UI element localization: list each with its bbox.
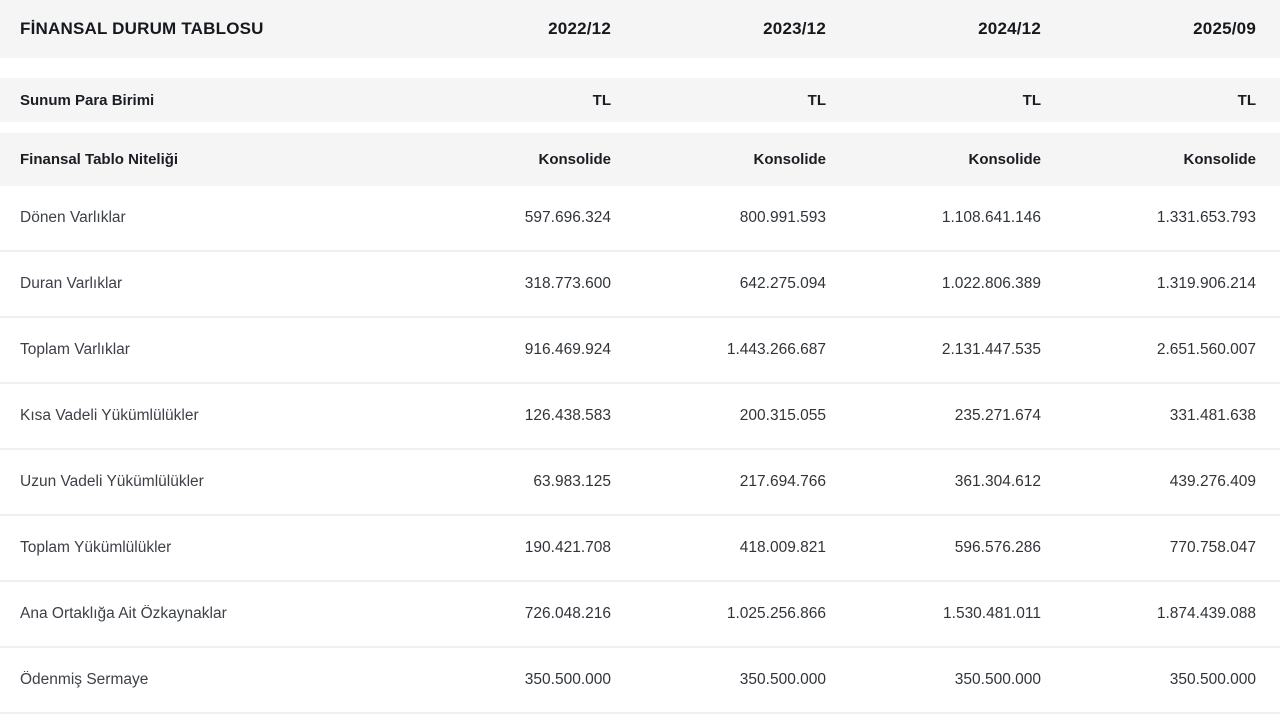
table-row-toplam-varliklar — [0, 318, 1280, 384]
row-label: Uzun Vadeli Yükümlülükler — [20, 473, 204, 490]
table-row-donen-varliklar — [0, 186, 1280, 252]
cell-value: 439.276.409 — [1169, 473, 1256, 490]
row-label: Sunum Para Birimi — [20, 91, 155, 109]
cell-value: 190.421.708 — [524, 539, 611, 556]
table-row-odenmis-sermaye — [0, 648, 1280, 714]
period-header-2025-09: 2025/09 — [1193, 19, 1256, 38]
meta-gap — [0, 122, 1280, 133]
table-row-toplam-yukumlulukler — [0, 516, 1280, 582]
cell-value: 1.443.266.687 — [726, 341, 826, 358]
row-label: Toplam Yükümlülükler — [20, 539, 172, 556]
cell-value: Konsolide — [1183, 151, 1256, 168]
cell-value: 916.469.924 — [524, 341, 611, 358]
cell-value: 200.315.055 — [739, 407, 826, 424]
row-label: Ödenmiş Sermaye — [20, 671, 149, 688]
cell-value: TL — [1022, 91, 1041, 109]
cell-value: 350.500.000 — [524, 671, 611, 688]
period-header-2022-12: 2022/12 — [548, 19, 611, 38]
cell-value: Konsolide — [968, 151, 1041, 168]
table-row-ana-ortakliga-ait-ozkaynaklar — [0, 582, 1280, 648]
cell-value: 1.530.481.011 — [943, 605, 1041, 622]
meta-row-currency — [0, 78, 1280, 122]
cell-value: 642.275.094 — [739, 275, 826, 292]
cell-value: 126.438.583 — [524, 407, 611, 424]
cell-value: 596.576.286 — [954, 539, 1041, 556]
cell-value: 800.991.593 — [739, 209, 826, 226]
cell-value: 331.481.638 — [1169, 407, 1256, 424]
table-header-row — [0, 0, 1280, 58]
cell-value: 1.022.806.389 — [941, 275, 1041, 292]
cell-value: 770.758.047 — [1169, 539, 1256, 556]
cell-value: 1.874.439.088 — [1156, 605, 1256, 622]
table-row-kisa-vadeli-yukumlulukler — [0, 384, 1280, 450]
cell-value: 2.131.447.535 — [941, 341, 1041, 358]
cell-value: 235.271.674 — [954, 407, 1041, 424]
cell-value: 726.048.216 — [524, 605, 611, 622]
cell-value: 1.331.653.793 — [1156, 209, 1256, 226]
period-header-2023-12: 2023/12 — [763, 19, 826, 38]
cell-value: TL — [807, 91, 826, 109]
row-label: Duran Varlıklar — [20, 275, 123, 292]
row-label: Finansal Tablo Niteliği — [20, 151, 179, 168]
cell-value: 63.983.125 — [533, 473, 611, 490]
row-label: Kısa Vadeli Yükümlülükler — [20, 407, 199, 424]
cell-value: 1.319.906.214 — [1156, 275, 1256, 292]
period-header-2024-12: 2024/12 — [978, 19, 1041, 38]
cell-value: 361.304.612 — [954, 473, 1041, 490]
cell-value: 1.025.256.866 — [726, 605, 826, 622]
table-row-duran-varliklar — [0, 252, 1280, 318]
cell-value: 597.696.324 — [524, 209, 611, 226]
cell-value: 217.694.766 — [739, 473, 826, 490]
table-title: FİNANSAL DURUM TABLOSU — [20, 19, 264, 38]
cell-value: 350.500.000 — [1169, 671, 1256, 688]
meta-row-statement-type — [0, 133, 1280, 186]
table-row-uzun-vadeli-yukumlulukler — [0, 450, 1280, 516]
cell-value: 318.773.600 — [524, 275, 611, 292]
cell-value: 350.500.000 — [954, 671, 1041, 688]
row-label: Toplam Varlıklar — [20, 341, 130, 358]
cell-value: TL — [592, 91, 611, 109]
cell-value: Konsolide — [753, 151, 826, 168]
cell-value: 418.009.821 — [739, 539, 826, 556]
row-label: Ana Ortaklığa Ait Özkaynaklar — [20, 605, 227, 622]
cell-value: 350.500.000 — [739, 671, 826, 688]
row-label: Dönen Varlıklar — [20, 209, 126, 226]
cell-value: 2.651.560.007 — [1156, 341, 1256, 358]
cell-value: Konsolide — [538, 151, 611, 168]
cell-value: TL — [1237, 91, 1256, 109]
cell-value: 1.108.641.146 — [941, 209, 1041, 226]
header-gap — [0, 58, 1280, 78]
